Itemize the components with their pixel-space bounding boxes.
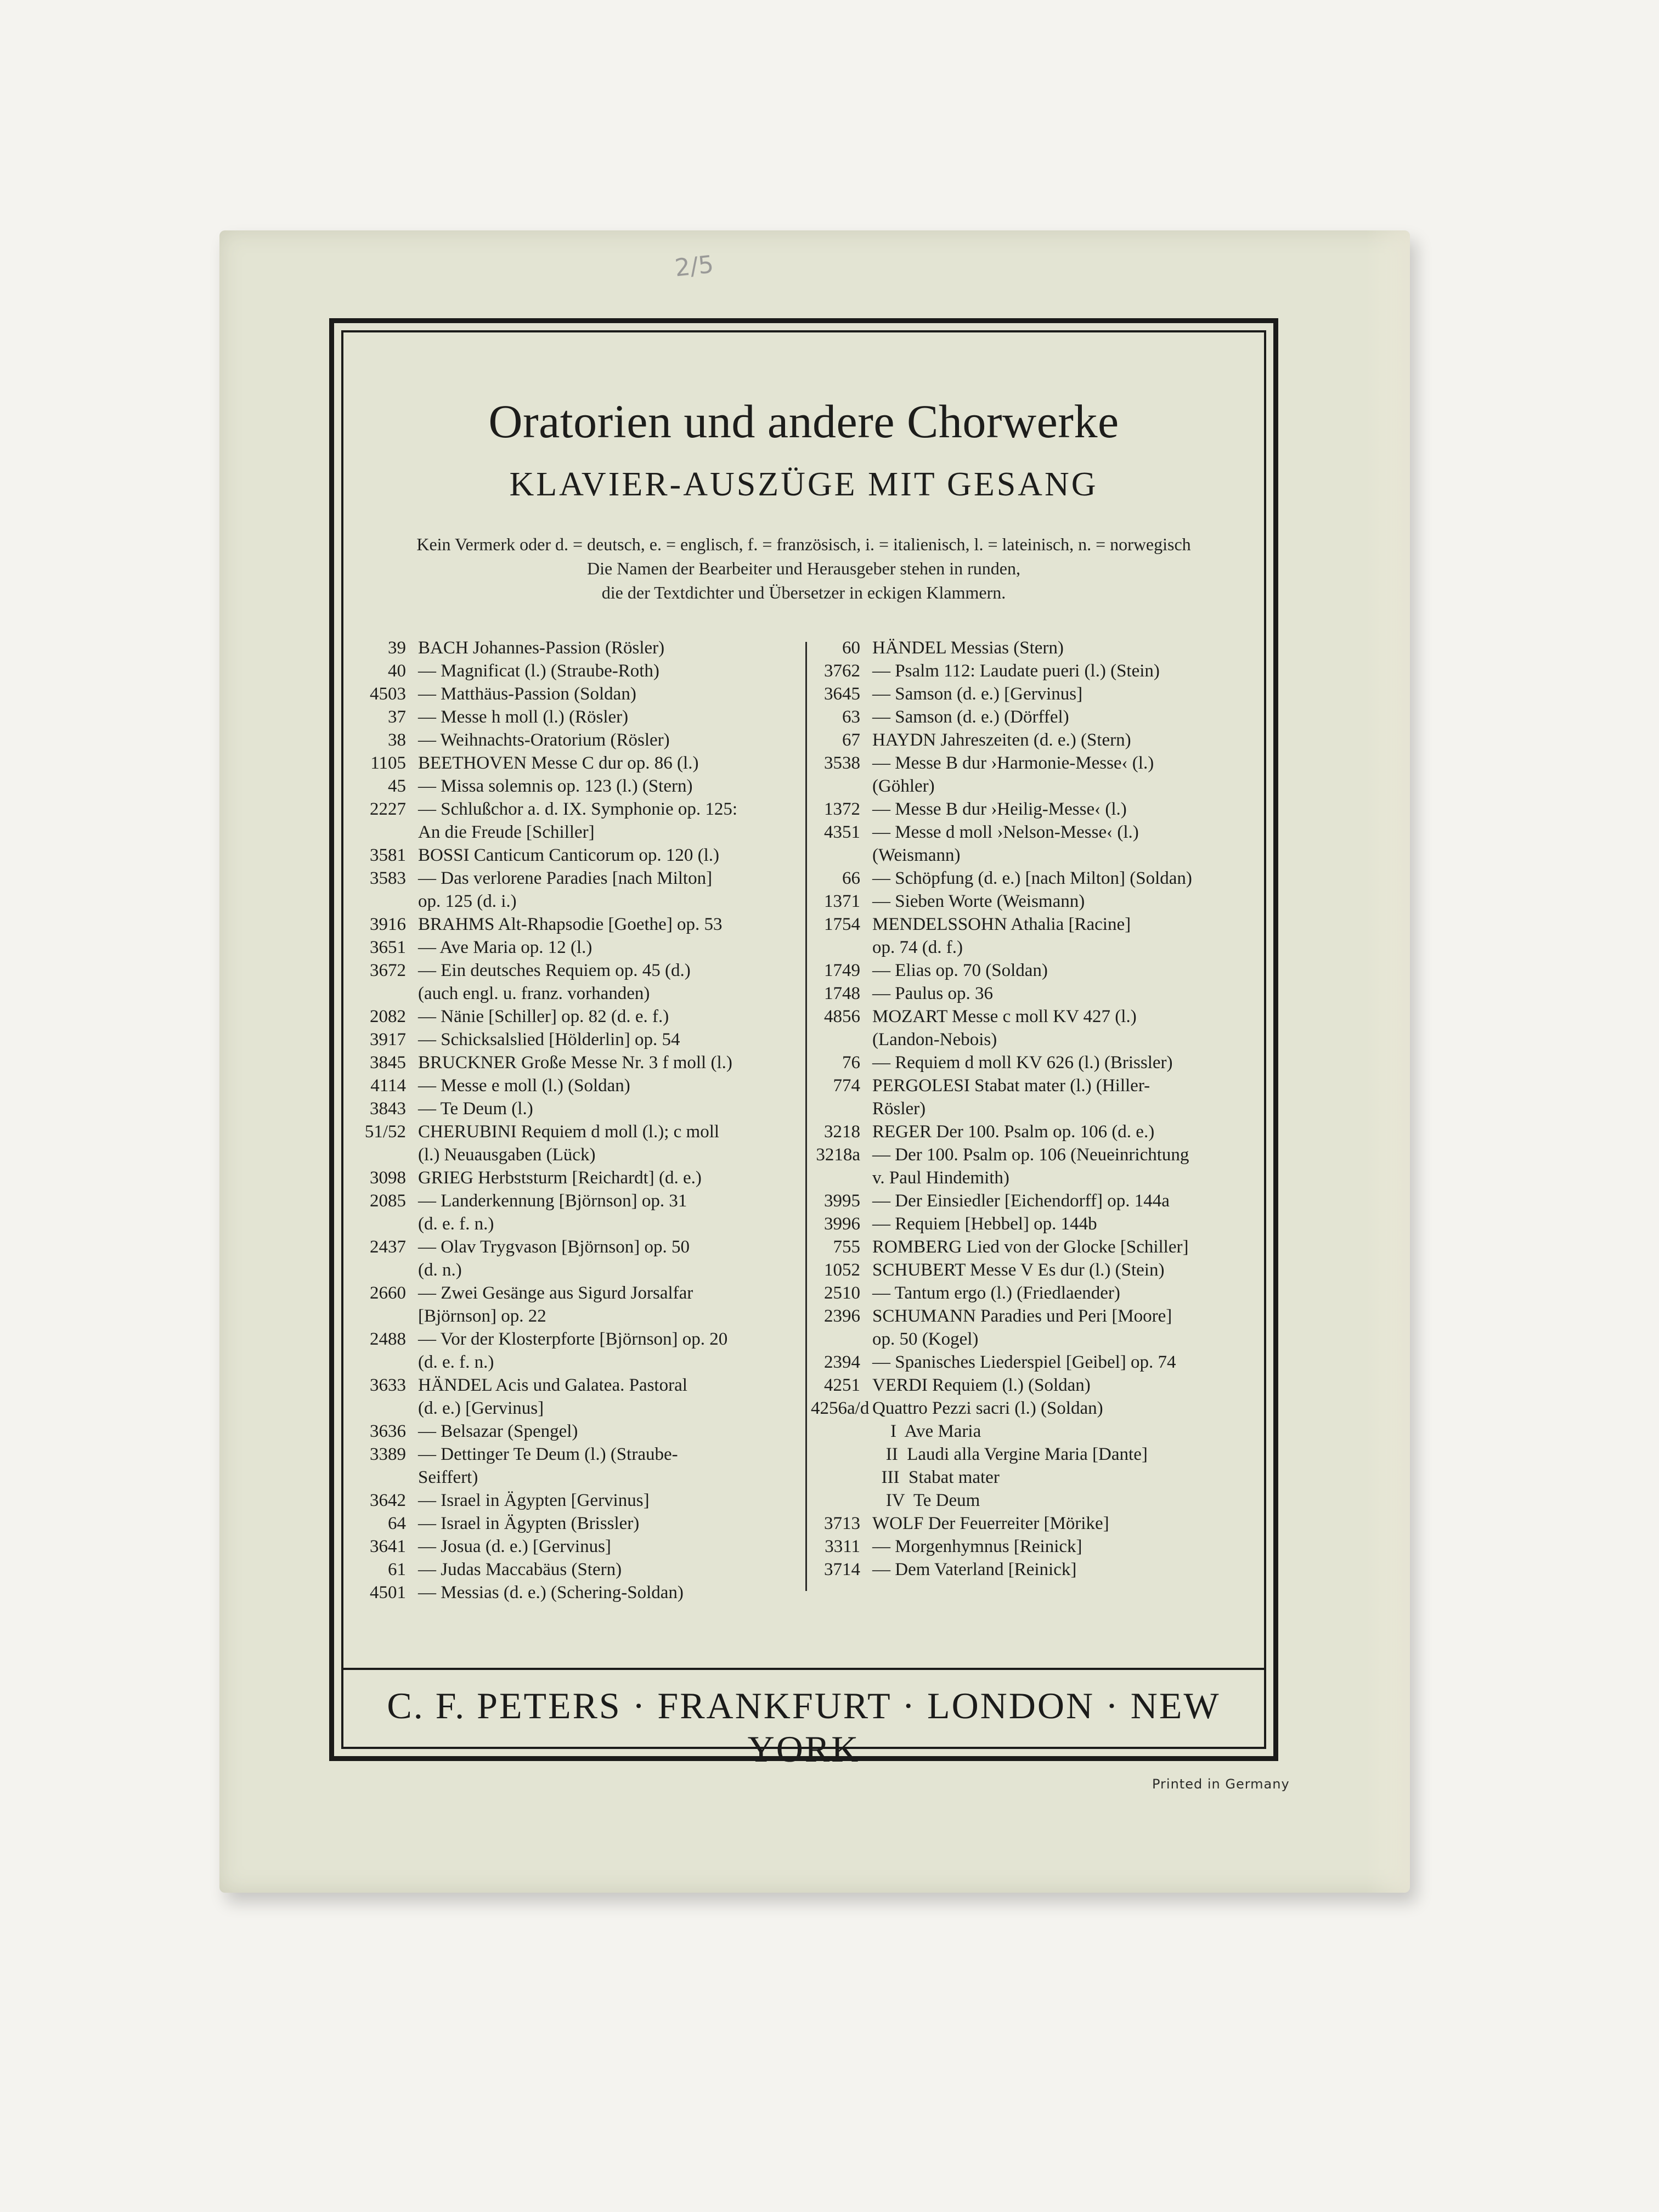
catalog-number — [351, 890, 406, 913]
catalog-number — [351, 1351, 406, 1374]
catalog-entry — [351, 1535, 801, 1558]
catalog-number: 3996 — [824, 1214, 860, 1234]
catalog-title: — Schöpfung (d. e.) [nach Milton] (Soldan) — [872, 868, 1192, 888]
catalog-number — [811, 1097, 860, 1120]
catalog-entry — [811, 1051, 1261, 1074]
catalog-title: — Messe d moll ›Nelson-Messe‹ (l.) — [872, 822, 1139, 842]
catalog-entry — [351, 844, 801, 867]
catalog-entry — [811, 1005, 1261, 1028]
catalog-entry — [351, 1028, 801, 1051]
catalog-entry — [351, 1212, 801, 1235]
catalog-entry — [811, 1420, 1261, 1443]
catalog-title: — Israel in Ägypten (Brissler) — [418, 1514, 640, 1533]
catalog-number: 40 — [388, 661, 406, 681]
catalog-title: [Björnson] op. 22 — [418, 1306, 546, 1326]
catalog-number: 3916 — [370, 915, 406, 934]
catalog-number — [811, 775, 860, 798]
catalog-number: 37 — [388, 707, 406, 727]
catalog-number: 3651 — [370, 938, 406, 957]
catalog-title: op. 74 (d. f.) — [872, 938, 963, 957]
abbreviation-legend — [341, 532, 1266, 605]
catalog-entry — [351, 1189, 801, 1212]
catalog-entry — [351, 775, 801, 798]
catalog-title: WOLF Der Feuerreiter [Mörike] — [872, 1514, 1109, 1533]
catalog-number: 66 — [842, 868, 860, 888]
catalog-title: — Spanisches Liederspiel [Geibel] op. 74 — [872, 1352, 1176, 1372]
catalog-title: — Das verlorene Paradies [nach Milton] — [418, 868, 713, 888]
catalog-entry — [811, 775, 1261, 798]
catalog-entry — [351, 1305, 801, 1328]
catalog-number: 45 — [388, 776, 406, 796]
legend-line: Die Namen der Bearbeiter und Herausgeber stehen in runden, — [587, 558, 1020, 578]
catalog-title: — Sieben Worte (Weismann) — [872, 891, 1085, 911]
catalog-title: — Paulus op. 36 — [872, 984, 994, 1003]
catalog-number: 3218 — [824, 1122, 860, 1142]
catalog-title: III Stabat mater — [872, 1468, 1000, 1487]
catalog-entry — [811, 1328, 1261, 1351]
catalog-number: 4256a/d — [811, 1398, 870, 1418]
catalog-number — [811, 1420, 860, 1443]
catalog-entry — [351, 1143, 801, 1166]
catalog-number: 3845 — [370, 1053, 406, 1073]
catalog-left-column — [351, 636, 801, 1604]
catalog-number: 63 — [842, 707, 860, 727]
catalog-number: 3672 — [370, 961, 406, 980]
catalog-number — [811, 1328, 860, 1351]
catalog-entry — [351, 1097, 801, 1120]
catalog-right-column — [811, 636, 1261, 1581]
catalog-title: — Vor der Klosterpforte [Björnson] op. 20 — [418, 1329, 728, 1349]
catalog-number: 76 — [842, 1053, 860, 1073]
catalog-number — [351, 1259, 406, 1282]
catalog-entry — [811, 798, 1261, 821]
catalog-entry — [811, 1259, 1261, 1282]
catalog-entry — [811, 752, 1261, 775]
catalog-number — [351, 1305, 406, 1328]
catalog-entry — [351, 682, 801, 706]
catalog-number — [351, 982, 406, 1005]
catalog-title: (d. e. f. n.) — [418, 1214, 494, 1234]
catalog-title: HÄNDEL Messias (Stern) — [872, 638, 1064, 658]
legend-line: die der Textdichter und Übersetzer in eckigen Klammern. — [601, 583, 1006, 602]
catalog-number — [811, 1466, 860, 1489]
catalog-entry — [351, 1351, 801, 1374]
catalog-title: — Te Deum (l.) — [418, 1099, 533, 1119]
catalog-entry — [811, 1443, 1261, 1466]
catalog-title: (Landon-Nebois) — [872, 1030, 997, 1049]
catalog-entry — [351, 659, 801, 682]
catalog-number: 3636 — [370, 1421, 406, 1441]
catalog-number: 3583 — [370, 868, 406, 888]
catalog-title: — Der Einsiedler [Eichendorff] op. 144a — [872, 1191, 1170, 1211]
catalog-entry — [811, 1282, 1261, 1305]
catalog-number: 4856 — [824, 1007, 860, 1026]
catalog-number — [351, 1212, 406, 1235]
catalog-entry — [351, 752, 801, 775]
catalog-title: Rösler) — [872, 1099, 926, 1119]
printed-in-note: Printed in Germany — [1152, 1776, 1290, 1792]
catalog-entry — [811, 636, 1261, 659]
catalog-entry — [351, 1420, 801, 1443]
catalog-entry — [811, 1212, 1261, 1235]
catalog-entry — [811, 682, 1261, 706]
catalog-number: 3995 — [824, 1191, 860, 1211]
catalog-title: — Psalm 112: Laudate pueri (l.) (Stein) — [872, 661, 1160, 681]
catalog-title: An die Freude [Schiller] — [418, 822, 595, 842]
catalog-title: — Dem Vaterland [Reinick] — [872, 1560, 1077, 1579]
catalog-entry — [351, 890, 801, 913]
catalog-entry — [811, 1166, 1261, 1189]
catalog-title: — Missa solemnis op. 123 (l.) (Stern) — [418, 776, 693, 796]
catalog-number: 1748 — [824, 984, 860, 1003]
catalog-number: 60 — [842, 638, 860, 658]
catalog-title: — Requiem [Hebbel] op. 144b — [872, 1214, 1097, 1234]
catalog-entry — [811, 1097, 1261, 1120]
catalog-entry — [811, 1235, 1261, 1259]
catalog-number: 3642 — [370, 1491, 406, 1510]
catalog-entry — [811, 1374, 1261, 1397]
catalog-title: Quattro Pezzi sacri (l.) (Soldan) — [872, 1398, 1103, 1418]
legend-line: Kein Vermerk oder d. = deutsch, e. = englisch, f. = französisch, i. = italienisch, l. = lateinisch, n. = norwegisch — [416, 534, 1191, 554]
catalog-entry — [351, 1166, 801, 1189]
catalog-title: — Tantum ergo (l.) (Friedlaender) — [872, 1283, 1120, 1303]
catalog-entry — [351, 867, 801, 890]
catalog-title: — Judas Maccabäus (Stern) — [418, 1560, 622, 1579]
catalog-entry — [351, 1120, 801, 1143]
catalog-entry — [351, 1328, 801, 1351]
catalog-number: 67 — [842, 730, 860, 750]
page-title: Oratorien und andere Chorwerke — [488, 395, 1119, 448]
catalog-number: 2510 — [824, 1283, 860, 1303]
catalog-number: 2085 — [370, 1191, 406, 1211]
catalog-title: CHERUBINI Requiem d moll (l.); c moll — [418, 1122, 720, 1142]
catalog-title: — Messe e moll (l.) (Soldan) — [418, 1076, 630, 1096]
catalog-title: MOZART Messe c moll KV 427 (l.) — [872, 1007, 1137, 1026]
catalog-entry — [811, 867, 1261, 890]
catalog-entry — [811, 706, 1261, 729]
catalog-title: (d. e.) [Gervinus] — [418, 1398, 544, 1418]
catalog-title: BRUCKNER Große Messe Nr. 3 f moll (l.) — [418, 1053, 732, 1073]
catalog-title: — Dettinger Te Deum (l.) (Straube- — [418, 1444, 678, 1464]
catalog-title: — Messias (d. e.) (Schering-Soldan) — [418, 1583, 684, 1602]
catalog-entry — [351, 821, 801, 844]
catalog-entry — [351, 636, 801, 659]
catalog-title: (auch engl. u. franz. vorhanden) — [418, 984, 650, 1003]
catalog-title: — Landerkennung [Björnson] op. 31 — [418, 1191, 687, 1211]
catalog-number: 2437 — [370, 1237, 406, 1257]
catalog-entry — [811, 1074, 1261, 1097]
catalog-title: BRAHMS Alt-Rhapsodie [Goethe] op. 53 — [418, 915, 723, 934]
catalog-number: 2488 — [370, 1329, 406, 1349]
catalog-entry — [351, 1374, 801, 1397]
catalog-number: 1754 — [824, 915, 860, 934]
catalog-number: 4503 — [370, 684, 406, 704]
catalog-title: — Ein deutsches Requiem op. 45 (d.) — [418, 961, 691, 980]
catalog-title: — Messe B dur ›Harmonie-Messe‹ (l.) — [872, 753, 1154, 773]
catalog-title: IV Te Deum — [872, 1491, 980, 1510]
catalog-entry — [811, 936, 1261, 959]
catalog-title: — Elias op. 70 (Soldan) — [872, 961, 1048, 980]
catalog-title: ROMBERG Lied von der Glocke [Schiller] — [872, 1237, 1189, 1257]
catalog-entry — [811, 844, 1261, 867]
catalog-title: MENDELSSOHN Athalia [Racine] — [872, 915, 1131, 934]
catalog-number — [351, 821, 406, 844]
catalog-title: — Olav Trygvason [Björnson] op. 50 — [418, 1237, 690, 1257]
catalog-entry — [811, 1351, 1261, 1374]
catalog-entry — [351, 1259, 801, 1282]
catalog-title: — Josua (d. e.) [Gervinus] — [418, 1537, 611, 1556]
catalog-number: 1749 — [824, 961, 860, 980]
catalog-title: BEETHOVEN Messe C dur op. 86 (l.) — [418, 753, 699, 773]
catalog-entry — [351, 1443, 801, 1466]
catalog-entry — [811, 1305, 1261, 1328]
catalog-title: — Der 100. Psalm op. 106 (Neueinrichtung — [872, 1145, 1189, 1165]
catalog-entry — [351, 729, 801, 752]
catalog-number: 1371 — [824, 891, 860, 911]
catalog-number: 3311 — [825, 1537, 860, 1556]
catalog-title: PERGOLESI Stabat mater (l.) (Hiller- — [872, 1076, 1150, 1096]
catalog-number: 39 — [388, 638, 406, 658]
catalog-number: 2082 — [370, 1007, 406, 1026]
catalog-number: 3218a — [816, 1145, 860, 1165]
catalog-entry — [811, 821, 1261, 844]
catalog-entry — [351, 982, 801, 1005]
catalog-entry — [351, 959, 801, 982]
catalog-number: 51/52 — [364, 1122, 406, 1142]
catalog-number: 3581 — [370, 845, 406, 865]
catalog-entry — [811, 1143, 1261, 1166]
catalog-title: BOSSI Canticum Canticorum op. 120 (l.) — [418, 845, 720, 865]
catalog-number: 1052 — [824, 1260, 860, 1280]
catalog-number: 2227 — [370, 799, 406, 819]
catalog-entry — [351, 1235, 801, 1259]
catalog-entry — [351, 1581, 801, 1604]
catalog-entry — [811, 1558, 1261, 1581]
catalog-number — [351, 1397, 406, 1420]
catalog-number — [811, 1028, 860, 1051]
catalog-entry — [811, 1466, 1261, 1489]
catalog-number: 4114 — [370, 1076, 406, 1096]
catalog-title: v. Paul Hindemith) — [872, 1168, 1009, 1188]
catalog-title: (d. n.) — [418, 1260, 462, 1280]
catalog-title: Seiffert) — [418, 1468, 478, 1487]
catalog-number: 1372 — [824, 799, 860, 819]
catalog-entry — [811, 959, 1261, 982]
pencil-mark: 2/5 — [673, 250, 715, 283]
page-subtitle: KLAVIER-AUSZÜGE MIT GESANG — [509, 466, 1098, 503]
catalog-title: II Laudi alla Vergine Maria [Dante] — [872, 1444, 1148, 1464]
catalog-title: — Schicksalslied [Hölderlin] op. 54 — [418, 1030, 680, 1049]
column-divider — [805, 642, 807, 1591]
catalog-title: — Requiem d moll KV 626 (l.) (Brissler) — [872, 1053, 1173, 1073]
catalog-number: 4251 — [824, 1375, 860, 1395]
catalog-entry — [811, 729, 1261, 752]
catalog-entry — [351, 1466, 801, 1489]
catalog-title: SCHUMANN Paradies und Peri [Moore] — [872, 1306, 1172, 1326]
catalog-number: 4501 — [370, 1583, 406, 1602]
catalog-number: 2396 — [824, 1306, 860, 1326]
catalog-entry — [351, 1397, 801, 1420]
catalog-number: 774 — [833, 1076, 860, 1096]
catalog-entry — [811, 1120, 1261, 1143]
catalog-title: BACH Johannes-Passion (Rösler) — [418, 638, 665, 658]
catalog-entry — [811, 1512, 1261, 1535]
catalog-title: GRIEG Herbststurm [Reichardt] (d. e.) — [418, 1168, 702, 1188]
catalog-number: 3538 — [824, 753, 860, 773]
catalog-title: — Morgenhymnus [Reinick] — [872, 1537, 1082, 1556]
catalog-entry — [811, 1028, 1261, 1051]
catalog-title: — Schlußchor a. d. IX. Symphonie op. 125: — [418, 799, 738, 819]
catalog-title: VERDI Requiem (l.) (Soldan) — [872, 1375, 1091, 1395]
catalog-title: (Weismann) — [872, 845, 961, 865]
catalog-title: op. 125 (d. i.) — [418, 891, 517, 911]
catalog-title: — Zwei Gesänge aus Sigurd Jorsalfar — [418, 1283, 693, 1303]
catalog-number: 64 — [388, 1514, 406, 1533]
catalog-number — [811, 1489, 860, 1512]
catalog-title: — Weihnachts-Oratorium (Rösler) — [418, 730, 670, 750]
catalog-entry — [351, 936, 801, 959]
catalog-number — [811, 1443, 860, 1466]
catalog-title: — Magnificat (l.) (Straube-Roth) — [418, 661, 659, 681]
catalog-number — [351, 1466, 406, 1489]
catalog-title: — Israel in Ägypten [Gervinus] — [418, 1491, 650, 1510]
catalog-title: (l.) Neuausgaben (Lück) — [418, 1145, 596, 1165]
catalog-entry — [351, 798, 801, 821]
catalog-title: HÄNDEL Acis und Galatea. Pastoral — [418, 1375, 687, 1395]
catalog-entry — [351, 1558, 801, 1581]
catalog-number — [811, 936, 860, 959]
catalog-number: 4351 — [824, 822, 860, 842]
catalog-entry — [351, 1512, 801, 1535]
catalog-entry — [351, 706, 801, 729]
catalog-entry — [351, 1282, 801, 1305]
catalog-title: op. 50 (Kogel) — [872, 1329, 979, 1349]
catalog-entry — [351, 913, 801, 936]
catalog-number: 3645 — [824, 684, 860, 704]
catalog-entry — [811, 890, 1261, 913]
catalog-entry — [811, 913, 1261, 936]
catalog-number: 3098 — [370, 1168, 406, 1188]
catalog-entry — [351, 1074, 801, 1097]
catalog-title: REGER Der 100. Psalm op. 106 (d. e.) — [872, 1122, 1155, 1142]
catalog-title: SCHUBERT Messe V Es dur (l.) (Stein) — [872, 1260, 1165, 1280]
catalog-title: — Samson (d. e.) (Dörffel) — [872, 707, 1069, 727]
catalog-number: 3633 — [370, 1375, 406, 1395]
catalog-entry — [811, 1189, 1261, 1212]
catalog-title: (d. e. f. n.) — [418, 1352, 494, 1372]
catalog-title: I Ave Maria — [872, 1421, 981, 1441]
footer-rule-top — [341, 1668, 1266, 1670]
catalog-entry — [811, 659, 1261, 682]
catalog-title: — Nänie [Schiller] op. 82 (d. e. f.) — [418, 1007, 669, 1026]
catalog-entry — [811, 1535, 1261, 1558]
catalog-number: 3713 — [824, 1514, 860, 1533]
catalog-number: 2394 — [824, 1352, 860, 1372]
catalog-number: 755 — [833, 1237, 860, 1257]
catalog-title: — Messe B dur ›Heilig-Messe‹ (l.) — [872, 799, 1127, 819]
catalog-title: — Samson (d. e.) [Gervinus] — [872, 684, 1083, 704]
catalog-title: (Göhler) — [872, 776, 935, 796]
catalog-entry — [811, 982, 1261, 1005]
catalog-number: 38 — [388, 730, 406, 750]
catalog-entry — [351, 1005, 801, 1028]
catalog-title: — Messe h moll (l.) (Rösler) — [418, 707, 629, 727]
catalog-entry — [811, 1397, 1261, 1420]
catalog-title: — Ave Maria op. 12 (l.) — [418, 938, 592, 957]
catalog-entry — [811, 1489, 1261, 1512]
catalog-number: 3714 — [824, 1560, 860, 1579]
catalog-number — [811, 844, 860, 867]
catalog-title: — Matthäus-Passion (Soldan) — [418, 684, 636, 704]
catalog-number: 61 — [388, 1560, 406, 1579]
catalog-entry — [351, 1489, 801, 1512]
catalog-number: 3843 — [370, 1099, 406, 1119]
catalog-number: 3917 — [370, 1030, 406, 1049]
catalog-title: — Belsazar (Spengel) — [418, 1421, 578, 1441]
catalog-number: 1105 — [370, 753, 406, 773]
catalog-number: 3389 — [370, 1444, 406, 1464]
catalog-number — [811, 1166, 860, 1189]
catalog-number: 3762 — [824, 661, 860, 681]
publisher-footer: C. F. PETERS · FRANKFURT · LONDON · NEW YORK — [387, 1685, 1221, 1770]
catalog-number: 2660 — [370, 1283, 406, 1303]
catalog-title: HAYDN Jahreszeiten (d. e.) (Stern) — [872, 730, 1131, 750]
catalog-number: 3641 — [370, 1537, 406, 1556]
catalog-entry — [351, 1051, 801, 1074]
catalog-number — [351, 1143, 406, 1166]
